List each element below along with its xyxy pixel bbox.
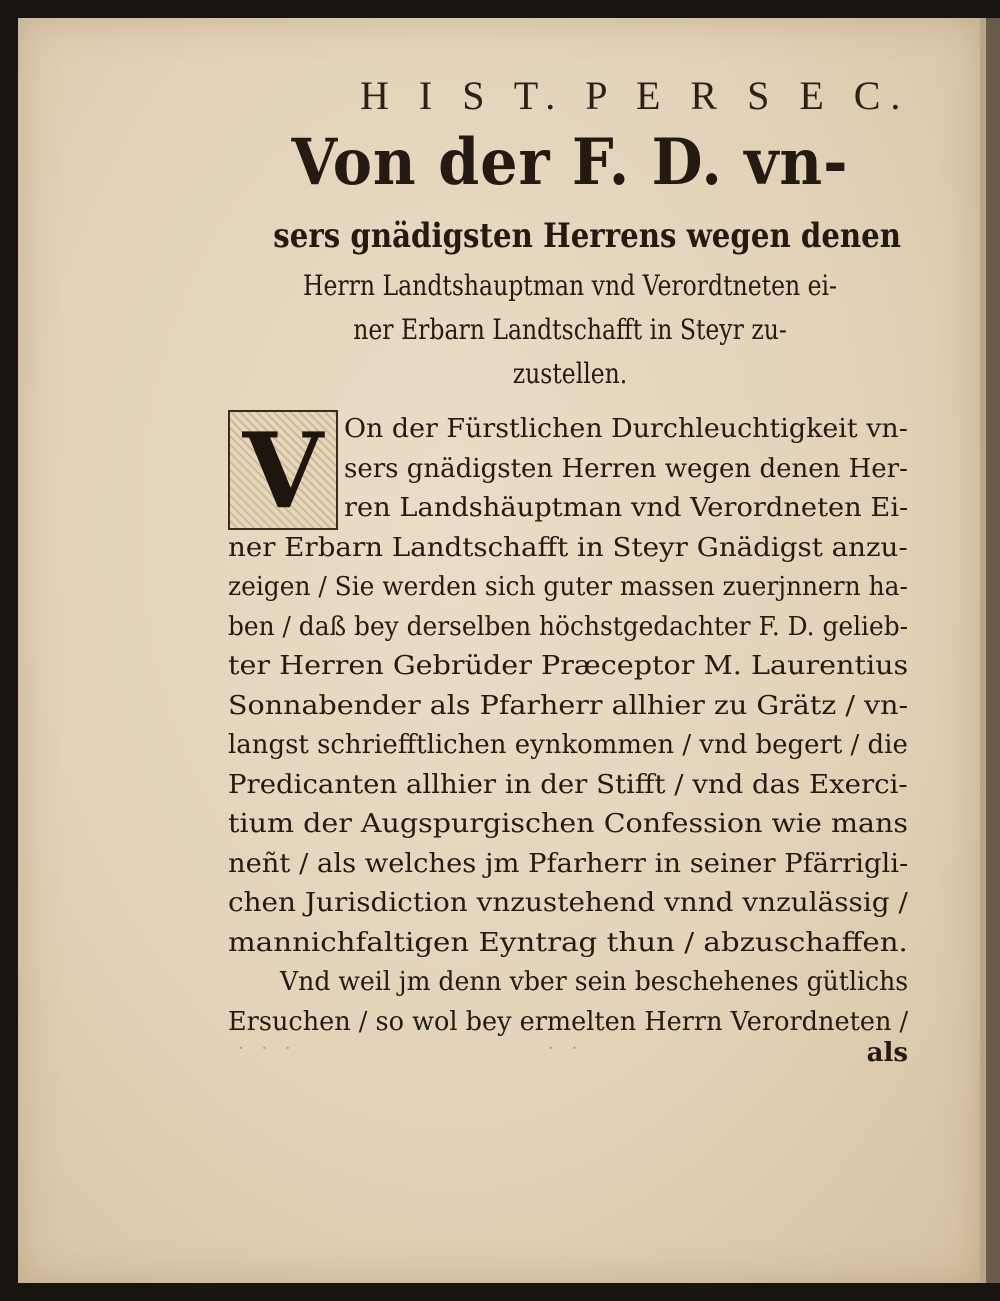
running-head: H I S T. P E R S E C. <box>360 73 911 118</box>
page-edge <box>986 18 1000 1283</box>
body-line: Predicanten allhier in der Stifft / vnd das Exerci- <box>228 769 908 800</box>
body-line: mannichfaltigen Eyntrag thun / abzuschaffen. <box>228 927 908 958</box>
catchword-row <box>228 1038 908 1078</box>
body-line: Vnd weil jm denn vber sein beschehenes gütlichs <box>280 967 909 997</box>
body-line: langst schriefftlichen eynkommen / vnd begert / die <box>228 730 908 760</box>
title-line: ner Erbarn Landtschafft in Steyr zu- <box>353 313 787 346</box>
decorated-initial: V <box>228 410 338 530</box>
body-line: On der Fürstlichen Durchleuchtigkeit vn- <box>344 414 908 444</box>
title-line: Herrn Landtshauptman vnd Verordtneten ei- <box>302 269 838 302</box>
body-line: sers gnädigsten Herren wegen denen Her- <box>344 453 908 484</box>
title-line: sers gnädigsten Herrens wegen denen <box>273 216 902 256</box>
title-line: zustellen. <box>512 357 628 390</box>
body-line: chen Jurisdiction vnzustehend vnnd vnzulässig / <box>228 888 908 918</box>
body-line: ter Herren Gebrüder Præceptor M. Laurentius <box>228 651 909 681</box>
show-through-marks: · · <box>548 1038 584 1059</box>
title-block <box>225 118 915 396</box>
body-line: neñt / als welches jm Pfarherr in seiner Pfärrigli- <box>228 848 909 879</box>
body-line: ben / daß bey derselben höchstgedachter F. D. gelieb- <box>228 611 909 642</box>
title-line: Von der F. D. vn- <box>291 125 849 200</box>
body-line: Ersuchen / so wol bey ermelten Herrn Verordneten / <box>228 1006 909 1037</box>
show-through-marks: · · · <box>238 1038 297 1059</box>
body-line: Sonnabender als Pfarherr allhier zu Grätz / vn- <box>228 690 909 721</box>
body-line: ner Erbarn Landtschafft in Steyr Gnädigst anzu- <box>228 532 908 563</box>
body-line: zeigen / Sie werden sich guter massen zuerjnnern ha- <box>228 572 908 602</box>
body-line: ren Landshäuptman vnd Verordneten Ei- <box>344 493 909 523</box>
body-line: tium der Augspurgischen Confession wie mans <box>228 809 909 839</box>
body-text <box>228 410 908 1042</box>
catchword: als <box>866 1038 908 1068</box>
